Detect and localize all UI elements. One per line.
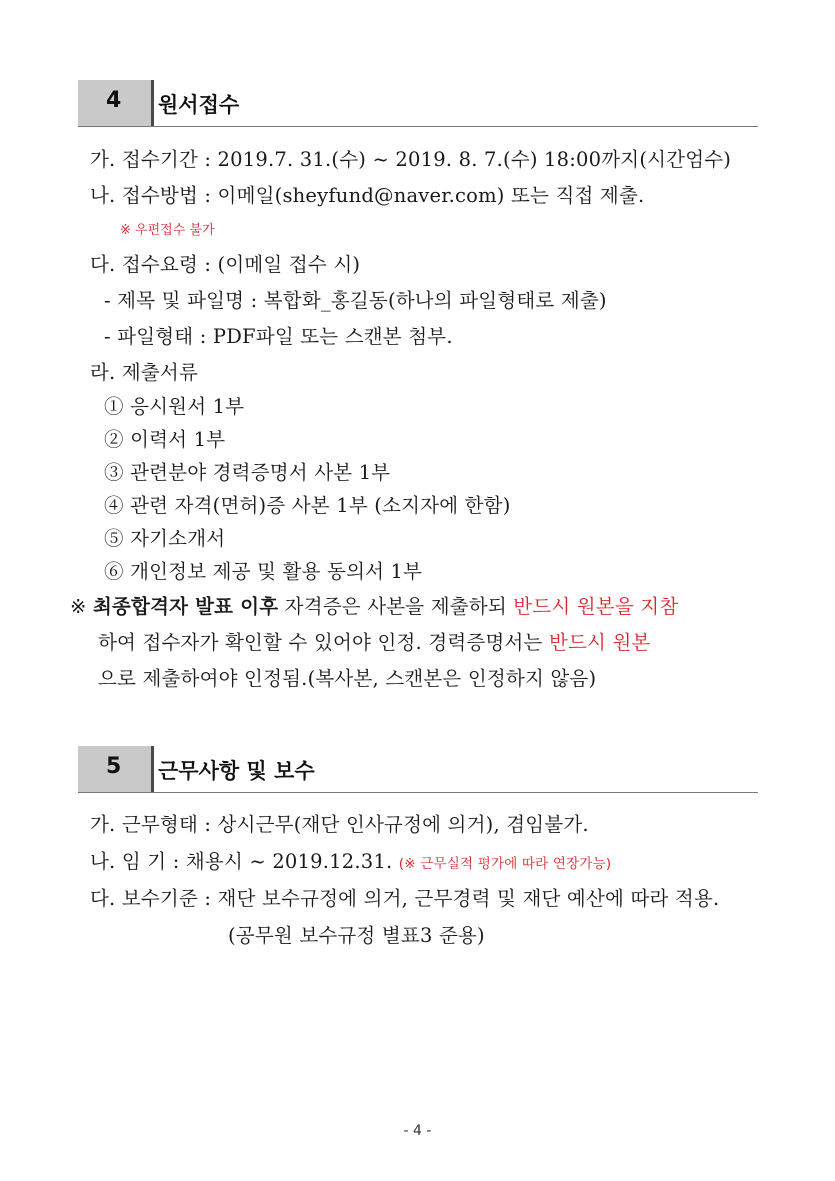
guide-item-filename: - 제목 및 파일명 : 복합화_홍길동(하나의 파일형태로 제출) [104,289,607,312]
document-item: ⑥ 개인정보 제공 및 활용 동의서 1부 [104,560,423,583]
term-text: 나. 임 기 : 채용시 ~ 2019.12.31. [90,850,393,873]
notice-red-text: 반드시 원본을 지참 [513,595,679,618]
notice-line-3: 으로 제출하여야 인정됨.(복사본, 스캔본은 인정하지 않음) [98,667,597,690]
notice-text: 하여 접수자가 확인할 수 있어야 인정. 경력증명서는 [98,631,549,654]
document-item: ⑤ 자기소개서 [104,527,226,550]
application-method: 나. 접수방법 : 이메일(sheyfund@naver.com) 또는 직접 제출. [90,184,645,207]
document-item: ① 응시원서 1부 [104,395,245,418]
section-divider [78,792,758,793]
pay-standard: 다. 보수기준 : 재단 보수규정에 의거, 근무경력 및 재단 예산에 따라 적용. [90,887,720,910]
application-guide: 다. 접수요령 : (이메일 접수 시) [90,253,361,276]
section-number: 4 [106,88,122,113]
application-period: 가. 접수기간 : 2019.7. 31.(수) ~ 2019. 8. 7.(수) 18:00까지(시간엄수) [90,148,732,171]
section-divider [78,126,758,127]
method-note: ※ 우편접수 불가 [120,223,215,238]
notice-text: 자격증은 사본을 제출하되 [278,595,514,618]
pay-note: (공무원 보수규정 별표3 준용) [228,924,485,947]
documents-heading: 라. 제출서류 [90,361,198,384]
section-4-header [78,80,758,126]
notice-line-2 [98,627,651,655]
section-title: 원서접수 [158,93,240,117]
notice-red-text: 반드시 원본 [548,631,651,654]
notice-mark: ※ [70,595,87,618]
document-item: ④ 관련 자격(면허)증 사본 1부 (소지자에 한함) [104,494,511,517]
section-number: 5 [106,754,122,779]
work-term [90,846,611,874]
document-item: ② 이력서 1부 [104,428,226,451]
section-5-header [78,746,758,792]
term-note: (※ 근무실적 평가에 따라 연장가능) [398,856,612,872]
guide-item-filetype: - 파일형태 : PDF파일 또는 스캔본 첨부. [104,325,453,348]
work-type: 가. 근무형태 : 상시근무(재단 인사규정에 의거), 겸임불가. [90,813,589,836]
document-item: ③ 관련분야 경력증명서 사본 1부 [104,461,391,484]
notice-line-1 [70,591,678,619]
page-number: - 4 - [403,1123,432,1139]
section-title: 근무사항 및 보수 [158,759,315,783]
notice-bold-text: 최종합격자 발표 이후 [92,595,279,618]
